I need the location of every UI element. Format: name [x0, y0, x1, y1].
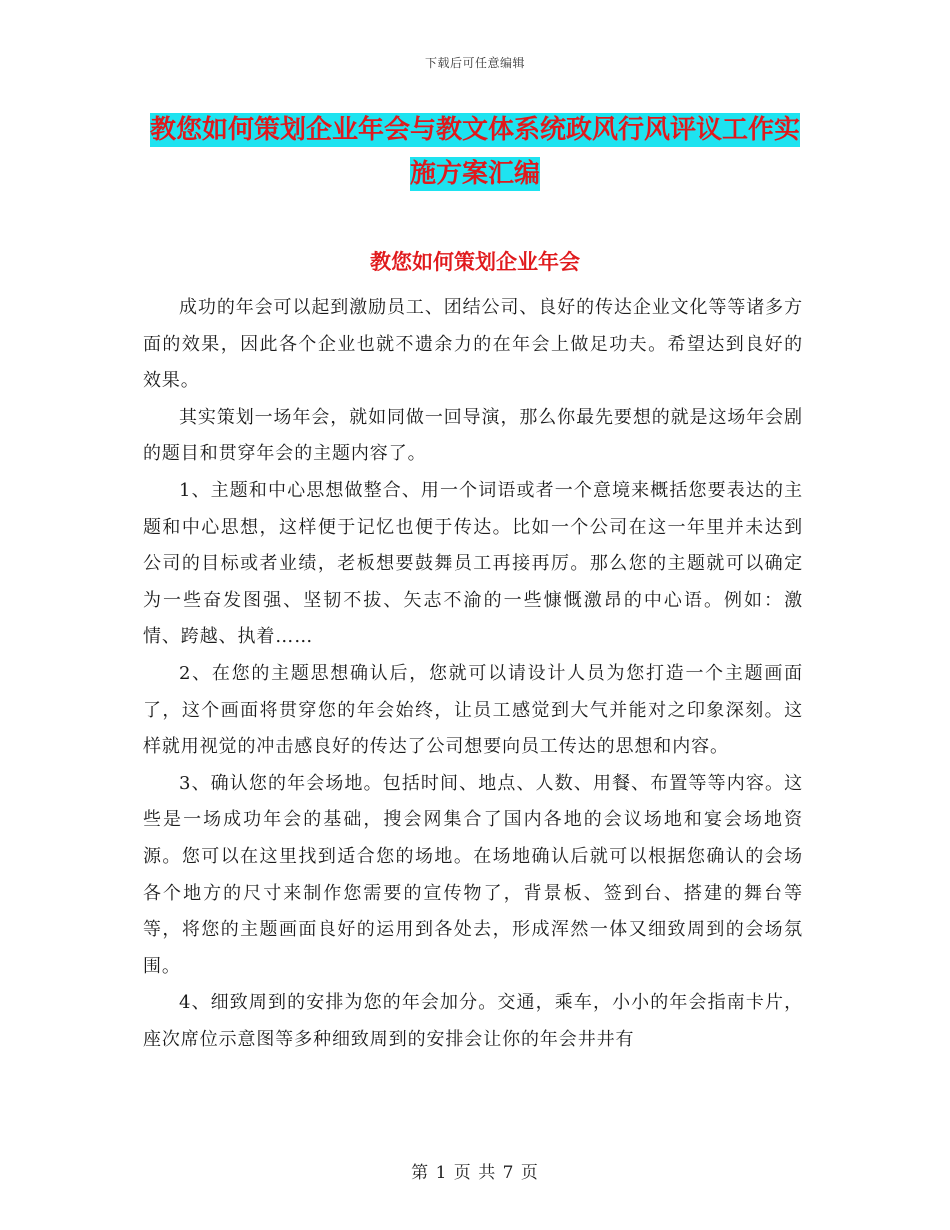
- page-number: 第 1 页 共 7 页: [411, 1163, 539, 1183]
- document-body: [143, 290, 803, 1058]
- paragraph: 3、确认您的年会场地。包括时间、地点、人数、用餐、布置等等内容。这些是一场成功年会的基础，搜会网集合了国内各地的会议场地和宴会场地资源。您可以在这里找到适合您的场地。在场地确认后就可以根据您确认的会场各个地方的尺寸来制作您需要的宣传物了，背景板、签到台、搭建的舞台等等，将您的主题画面良好的运用到各处去，形成浑然一体又细致周到的会场氛围。: [143, 772, 803, 977]
- paragraph: 成功的年会可以起到激励员工、团结公司、良好的传达企业文化等等诸多方面的效果，因此各个企业也就不遗余力的在年会上做足功夫。希望达到良好的效果。: [143, 297, 803, 392]
- document-title-text: 教您如何策划企业年会与教文体系统政风行风评议工作实施方案汇编: [149, 115, 800, 189]
- document-title: [140, 108, 810, 196]
- paragraph: 1、主题和中心思想做整合、用一个词语或者一个意境来概括您要表达的主题和中心思想，这样便于记忆也便于传达。比如一个公司在这一年里并未达到公司的目标或者业绩，老板想要鼓舞员工再接再厉。那么您的主题就可以确定为一些奋发图强、坚韧不拔、矢志不渝的一些慷慨激昂的中心语。例如：激情、跨越、执着……: [143, 479, 803, 648]
- page-header-note: 下载后可任意编辑: [424, 56, 525, 70]
- paragraph: 其实策划一场年会，就如同做一回导演，那么你最先要想的就是这场年会剧的题目和贯穿年会的主题内容了。: [143, 406, 803, 465]
- paragraph: 4、细致周到的安排为您的年会加分。交通，乘车，小小的年会指南卡片，座次席位示意图等多种细致周到的安排会让你的年会井井有: [143, 992, 803, 1050]
- section-heading: 教您如何策划企业年会: [370, 249, 580, 274]
- paragraph: 2、在您的主题思想确认后，您就可以请设计人员为您打造一个主题画面了，这个画面将贯穿您的年会始终，让员工感觉到大气并能对之印象深刻。这样就用视觉的冲击感良好的传达了公司想要向员工传达的思想和内容。: [143, 662, 803, 758]
